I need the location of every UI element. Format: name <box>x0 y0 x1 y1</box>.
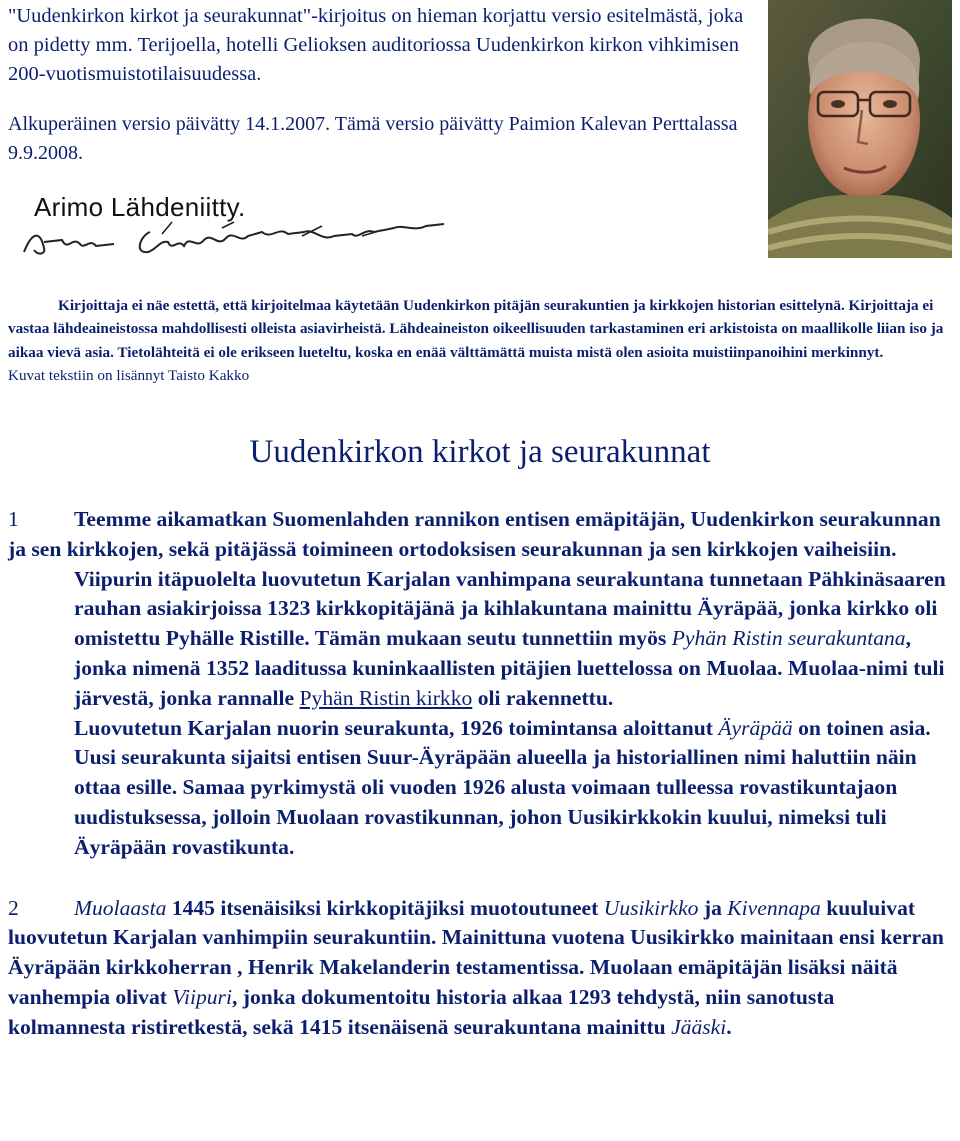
italic-term: Uusikirkko <box>603 895 699 920</box>
author-photo <box>768 0 952 258</box>
italic-term: Viipuri <box>172 984 232 1009</box>
article-body <box>8 505 956 1043</box>
page-title: Uudenkirkon kirkot ja seurakunnat <box>249 434 711 470</box>
section-1-paragraph-1 <box>8 505 956 565</box>
signature-block <box>22 192 462 268</box>
disclaimer-text: Kirjoittaja ei näe estettä, että kirjoitelmaa käytetään Uudenkirkon pitäjän seurakuntien ja kirkkojen historian esittelynä. Kirjoittaja ei vastaa lähdeaineistossa mahdollisesti olleista asiavirheistä. Lähdeaineiston oikeellisuuden tarkastaminen eri arkistoista on maallikolle liian iso ja aikaa vievä asia. Tietolähteitä ei ole erikseen lueteltu, koska en enää välttämättä muista mistä olen asioita muistiinpanoihini merkinnyt. <box>8 297 944 361</box>
paragraph-text: ja <box>698 895 728 920</box>
section-1-paragraph-3 <box>8 714 956 863</box>
section-gap <box>8 863 956 894</box>
disclaimer-block <box>8 294 956 388</box>
handwritten-signature-icon <box>22 192 462 268</box>
italic-term: Jääski <box>671 1014 727 1039</box>
intro-block <box>8 2 748 168</box>
author-portrait-icon <box>768 0 952 258</box>
intro-paragraph: "Uudenkirkon kirkot ja seurakunnat"-kirjoitus on hieman korjattu versio esitelmästä, joka on pidetty mm. Terijoella, hotelli Gelioksen auditoriossa Uudenkirkon kirkon vihkimisen 200-vuotismuistotilaisuudessa. <box>8 5 744 85</box>
section-number: 2 <box>8 895 19 920</box>
paragraph-text: , jonka dokumentoitu historia alkaa 1293 tehdystä, niin sanotusta kolmannesta ristiretkestä, sekä 1415 itsenäisenä seurakuntana mainittu <box>8 984 835 1039</box>
section-1-paragraph-2 <box>8 565 956 714</box>
paragraph-text: Teemme aikamatkan Suomenlahden rannikon entisen emäpitäjän, Uudenkirkon seurakunnan ja sen kirkkojen, sekä pitäjässä toimineen ortodoksisen seurakunnan ja sen kirkkojen vaiheisiin. <box>8 507 941 561</box>
italic-term: Muolaasta <box>74 895 167 920</box>
italic-term: Pyhän Ristin seurakuntana <box>671 626 906 651</box>
paragraph-text: oli rakennettu. <box>472 685 614 710</box>
paragraph-text: . <box>726 1014 732 1039</box>
church-link[interactable]: Pyhän Ristin kirkko <box>299 685 473 710</box>
paragraph-text: , jonka nimenä 1352 laaditussa kuninkaallisten pitäjien luettelossa on Muolaa. Muolaa-nimi tuli järvestä, jonka rannalle <box>74 626 945 710</box>
version-dates: Alkuperäinen versio päivätty 14.1.2007. Tämä versio päivätty Paimion Kalevan Perttalassa 9.9.2008. <box>8 113 738 164</box>
italic-term: Äyräpää <box>718 715 793 740</box>
section-number: 1 <box>8 507 19 531</box>
section-2-paragraph-1 <box>8 894 956 1043</box>
paragraph-text: Viipurin itäpuolelta luovutetun Karjalan vanhimpana seurakuntana tunnetaan Pähkinäsaaren rauhan asiakirjoissa 1323 kirkkopitäjänä ja kihlakuntana mainittu Äyräpää, jonka kirkko oli omistettu Pyhälle Ristille. Tämän mukaan seutu tunnettiin myös <box>74 566 946 651</box>
paragraph-text: 1445 itsenäisiksi kirkkopitäjiksi muotoutuneet <box>166 895 604 920</box>
signature-name: Arimo Lähdeniitty. <box>34 192 246 222</box>
italic-term: Kivennapa <box>727 895 821 920</box>
paragraph-text: Luovutetun Karjalan nuorin seurakunta, 1926 toimintansa aloittanut <box>74 715 719 740</box>
paragraph-text: kuuluivat luovutetun Karjalan vanhimpiin seurakuntiin. Mainittuna vuotena Uusikirkko mainitaan ensi kerran Äyräpään kirkkoherran , Henrik Makelanderin testamentissa. Muolaan emäpitäjän lisäksi näitä vanhempia olivat <box>8 895 944 1009</box>
paragraph-text: on toinen asia. Uusi seurakunta sijaitsi entisen Suur-Äyräpään alueella ja historiallinen nimi haluttiin näin ottaa esille. Samaa pyrkimystä oli vuoden 1926 alusta voimaan tulleessa rovastikuntajaon uudistuksessa, jolloin Muolaan rovastikunnan, johon Uusikirkkokin kuului, nimeksi tuli Äyräpään rovastikunta. <box>74 715 931 859</box>
photo-credit: Kuvat tekstiin on lisännyt Taisto Kakko <box>8 367 250 385</box>
